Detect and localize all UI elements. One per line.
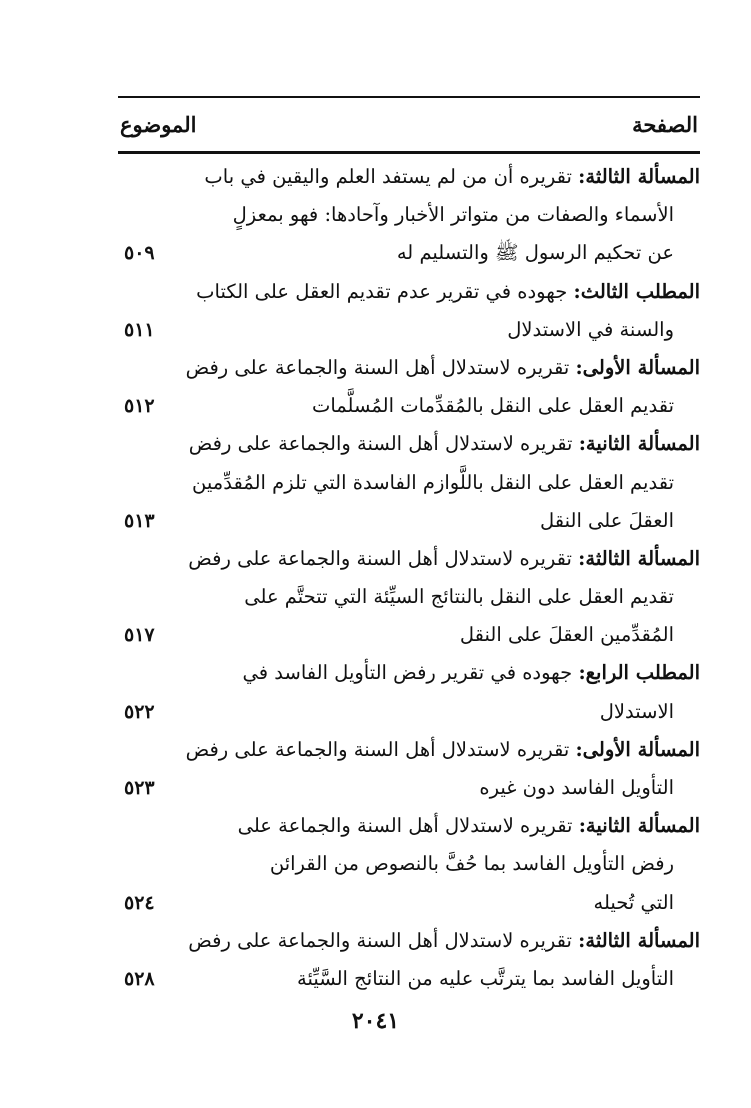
toc-entry-line [118, 654, 700, 692]
toc-entry-line [118, 693, 700, 731]
toc-entry-line [118, 578, 700, 616]
toc-entry [118, 654, 700, 730]
entry-title: التي تُحيله [593, 890, 674, 914]
entry-title: عن تحكيم الرسول ﷺ والتسليم له [396, 241, 674, 265]
page-number: ٢٠٤١ [351, 1008, 400, 1034]
entry-title: رفض التأويل الفاسد بما حُفَّ بالنصوص من القرائن [269, 852, 674, 876]
entry-text [242, 654, 700, 692]
entry-page-number: ٥٢٢ [124, 700, 155, 723]
toc-entry-line [118, 616, 700, 654]
entry-text [206, 387, 674, 425]
entry-title: التأويل الفاسد بما يترتَّب عليه من النتائج السَّيِّئة [297, 966, 674, 990]
toc-entry-line [118, 234, 700, 272]
entry-text [192, 464, 674, 502]
toc-entry-line [118, 349, 700, 387]
entry-heading: المسألة الثالثة: [578, 165, 700, 188]
toc-entry-line [118, 845, 700, 883]
entry-title: تقريره لاستدلال أهل السنة والجماعة على رفض [188, 546, 579, 570]
entry-page-number: ٥١٧ [124, 624, 155, 647]
toc-entry-line [118, 807, 700, 845]
toc-entry-line [118, 922, 700, 960]
entry-text [186, 731, 700, 769]
entry-text [186, 349, 700, 387]
toc-entry-line [118, 540, 700, 578]
toc-entry-line [118, 769, 700, 807]
entry-title: التأويل الفاسد دون غيره [479, 776, 674, 799]
toc-entry [118, 922, 700, 998]
entry-title: تقديم العقل على النقل باللَّوازم الفاسدة التي تلزم المُقدِّمين [192, 470, 674, 494]
entry-heading: المسألة الأولى: [575, 737, 700, 761]
toc-entry-line [118, 502, 700, 540]
entry-title: تقريره لاستدلال أهل السنة والجماعة على رفض [188, 432, 579, 456]
entry-title: جهوده في تقرير رفض التأويل الفاسد في [242, 661, 579, 685]
entry-title: تقريره لاستدلال أهل السنة والجماعة على رفض [185, 355, 576, 379]
entry-title: العقلَ على النقل [539, 508, 674, 532]
entry-heading: المسألة الأولى: [575, 355, 700, 379]
toc-entry-line [118, 196, 700, 234]
toc-entry-line [118, 158, 700, 196]
entry-text [188, 922, 700, 960]
entry-text [206, 884, 674, 922]
entry-title: تقريره لاستدلال أهل السنة والجماعة على رفض [185, 737, 576, 761]
entry-text [238, 807, 700, 845]
entry-text [270, 845, 674, 883]
entry-title: تقريره لاستدلال أهل السنة والجماعة على رفض [188, 928, 579, 952]
entry-text [244, 578, 674, 616]
toc-entry-line [118, 425, 700, 463]
toc-entry [118, 425, 700, 540]
entry-title: الأسماء والصفات من متواتر الأخبار وآحادها: فهو بمعزلٍ [232, 203, 674, 227]
entry-heading: المسألة الثانية: [578, 814, 700, 838]
entry-page-number: ٥٠٩ [124, 242, 155, 265]
entry-page-number: ٥٢٨ [124, 967, 155, 990]
entry-text [206, 769, 674, 807]
entry-title: الاستدلال [599, 699, 674, 723]
entry-text [206, 234, 674, 272]
entry-heading: المسألة الثانية: [578, 432, 700, 456]
entry-heading: المسألة الثالثة: [578, 928, 700, 952]
entry-text [206, 311, 674, 349]
entry-title: تقريره لاستدلال أهل السنة والجماعة على [237, 814, 579, 838]
entry-text [206, 616, 674, 654]
entry-text [206, 960, 674, 998]
entry-text [206, 693, 674, 731]
toc-entry-line [118, 731, 700, 769]
entry-text [204, 158, 700, 196]
entry-heading: المطلب الثالث: [573, 279, 700, 303]
entry-text [196, 273, 700, 311]
entry-text [189, 425, 700, 463]
entry-page-number: ٥١٢ [124, 395, 155, 418]
entry-title: والسنة في الاستدلال [507, 317, 674, 341]
toc-entry-line [118, 960, 700, 998]
entry-heading: المسألة الثالثة: [578, 546, 700, 570]
toc-entry [118, 273, 700, 349]
toc-entry-line [118, 884, 700, 922]
entry-title: تقديم العقل على النقل بالنتائج السيِّئة التي تتحتَّم على [244, 585, 674, 609]
toc-entry-line [118, 387, 700, 425]
entry-page-number: ٥٢٣ [124, 777, 155, 799]
toc-entry [118, 540, 700, 655]
entry-text [206, 502, 674, 540]
toc-entry [118, 349, 700, 425]
toc-entry-line [118, 273, 700, 311]
entry-title: تقديم العقل على النقل بالمُقدِّمات المُسلَّمات [311, 394, 674, 418]
entry-text [188, 540, 700, 578]
toc-header [118, 96, 700, 154]
toc-entry-line [118, 311, 700, 349]
entry-title: المُقدِّمين العقلَ على النقل [459, 623, 674, 647]
toc-entry [118, 807, 700, 922]
page-column-heading: الصفحة [632, 112, 698, 137]
toc-entry-line [118, 464, 700, 502]
toc-entry [118, 731, 700, 807]
toc-entry [118, 158, 700, 273]
toc-entries [118, 158, 700, 998]
entry-title: جهوده في تقرير عدم تقديم العقل على الكتاب [196, 279, 574, 303]
entry-page-number: ٥١٣ [124, 509, 155, 532]
entry-heading: المطلب الرابع: [578, 661, 700, 685]
entry-page-number: ٥١١ [124, 318, 155, 341]
entry-title: تقريره أن من لم يستفد العلم واليقين في باب [204, 165, 579, 188]
entry-page-number: ٥٢٤ [124, 891, 155, 914]
topic-column-heading: الموضوع [120, 112, 197, 137]
entry-text [233, 196, 674, 234]
